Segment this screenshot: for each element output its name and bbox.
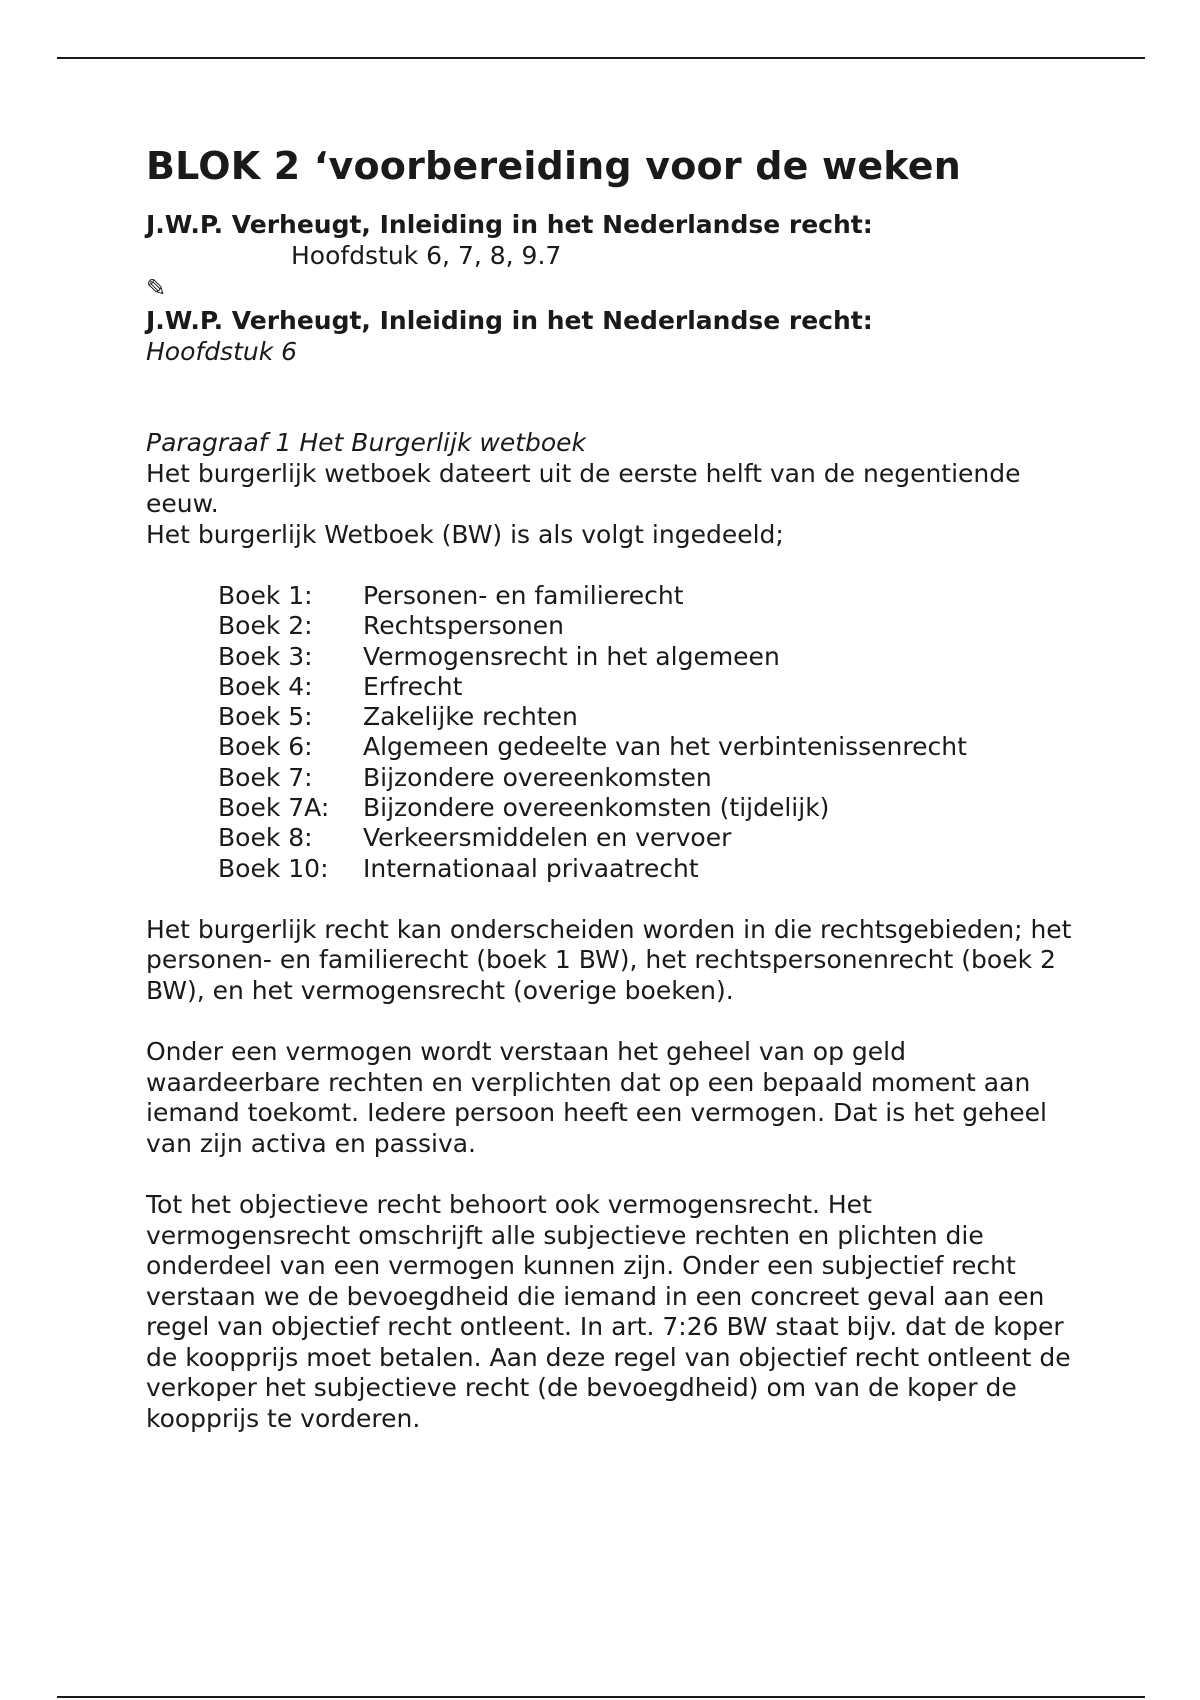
book-label: Boek 2: xyxy=(218,611,313,641)
document-body xyxy=(146,140,1076,1434)
list-item xyxy=(218,793,1076,823)
book-label: Boek 10: xyxy=(218,853,329,883)
list-item xyxy=(218,823,1076,853)
book-list xyxy=(218,581,1076,884)
list-item xyxy=(218,702,1076,732)
book-label: Boek 5: xyxy=(218,702,313,732)
book-title: Internationaal privaatrecht xyxy=(363,853,699,883)
book-title: Vermogensrecht in het algemeen xyxy=(363,641,780,671)
pencil-icon: ✎ xyxy=(146,274,167,302)
list-item xyxy=(218,642,1076,672)
page-title: BLOK 2 ‘voorbereiding voor de weken xyxy=(146,144,961,188)
intro-line-1: Het burgerlijk wetboek dateert uit de eerste helft van de negentiende eeuw. xyxy=(146,458,1021,518)
book-label: Boek 8: xyxy=(218,823,313,853)
book-title: Verkeersmiddelen en vervoer xyxy=(363,823,732,853)
body-paragraph-vermogen: Onder een vermogen wordt verstaan het geheel van op geld waardeerbare rechten en verplichten dat op een bepaald moment aan iemand toekomt. Iedere persoon heeft een vermogen. Dat is het geheel van zijn activa en passiva. xyxy=(146,1037,1048,1158)
book-label: Boek 6: xyxy=(218,732,313,762)
list-item xyxy=(218,763,1076,793)
body-paragraph-vermogensrecht: Tot het objectieve recht behoort ook vermogensrecht. Het vermogensrecht omschrijft alle subjectieve rechten en plichten die onderdeel van een vermogen kunnen zijn. Onder een subjectief recht verstaan we de bevoegdheid die iemand in een concreet geval aan een regel van objectief recht ontleent. In art. 7:26 BW staat bijv. dat de koper de koopprijs moet betalen. Aan deze regel van objectief recht ontleent de verkoper het subjectieve recht (de bevoegdheid) om van de koper de koopprijs te vorderen. xyxy=(146,1190,1071,1433)
book-title: Rechtspersonen xyxy=(363,611,564,641)
book-title: Bijzondere overeenkomsten (tijdelijk) xyxy=(363,793,830,823)
header-rule xyxy=(57,57,1145,59)
reading-heading: J.W.P. Verheugt, Inleiding in het Nederlandse recht: xyxy=(146,210,873,239)
list-item xyxy=(218,672,1076,702)
body-paragraph-rechtsgebieden: Het burgerlijk recht kan onderscheiden worden in die rechtsgebieden; het personen- en familierecht (boek 1 BW), het rechtspersonenrecht (boek 2 BW), en het vermogensrecht (overige boeken). xyxy=(146,914,1072,1005)
section-heading: J.W.P. Verheugt, Inleiding in het Nederlandse recht: xyxy=(146,306,873,335)
reading-chapters: Hoofdstuk 6, 7, 8, 9.7 xyxy=(291,240,562,270)
list-item xyxy=(218,854,1076,884)
book-title: Personen- en familierecht xyxy=(363,581,684,610)
list-item xyxy=(218,732,1076,762)
book-title: Zakelijke rechten xyxy=(363,702,578,732)
list-item xyxy=(218,611,1076,641)
book-title: Erfrecht xyxy=(363,671,463,701)
book-label: Boek 4: xyxy=(218,671,313,701)
section-chapter: Hoofdstuk 6 xyxy=(146,336,298,366)
book-label: Boek 1: xyxy=(218,581,313,610)
book-label: Boek 7A: xyxy=(218,793,330,823)
book-label: Boek 7: xyxy=(218,762,313,792)
paragraph-title: Paragraaf 1 Het Burgerlijk wetboek xyxy=(146,428,587,457)
footer-rule xyxy=(57,1696,1145,1698)
list-item xyxy=(218,581,1076,611)
book-label: Boek 3: xyxy=(218,641,313,671)
book-title: Algemeen gedeelte van het verbintenissenrecht xyxy=(363,732,967,762)
intro-line-2: Het burgerlijk Wetboek (BW) is als volgt ingedeeld; xyxy=(146,519,784,549)
book-title: Bijzondere overeenkomsten xyxy=(363,762,712,792)
